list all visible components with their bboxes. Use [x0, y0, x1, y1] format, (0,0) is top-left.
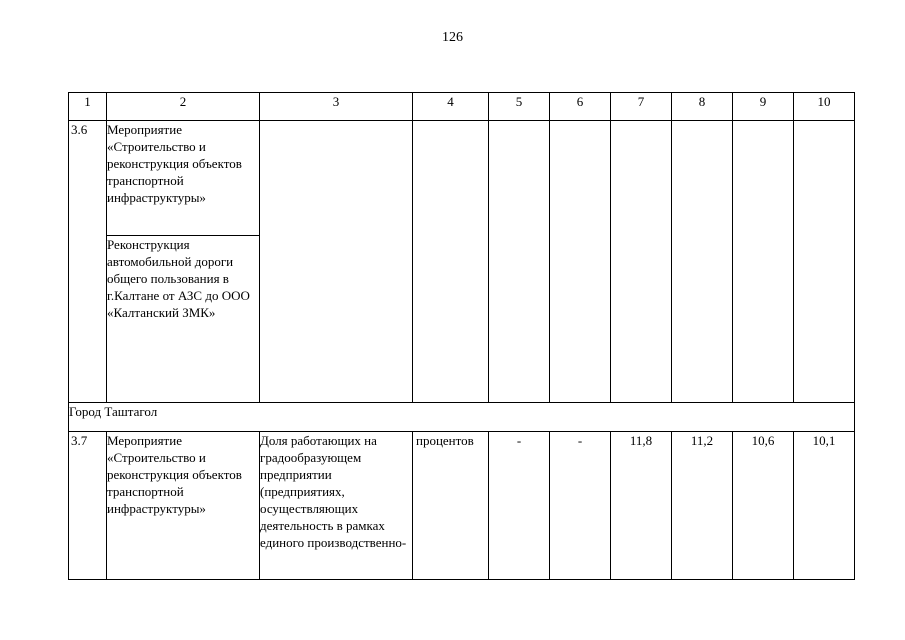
row-number: 3.7	[69, 432, 107, 580]
unit-cell: процентов	[413, 432, 489, 580]
value-cell-10: 10,1	[794, 432, 855, 580]
indicator-cell: Доля работающих на градообразующем предприятии (предприятиях, осуществляющих деятельность в рамках единого производственно-	[260, 432, 413, 580]
indicator-cell	[260, 121, 413, 403]
value-cell-7	[611, 121, 672, 403]
value-cell-7: 11,8	[611, 432, 672, 580]
sub-event-cell: Реконструкция автомобильной дороги общего пользования в г.Калтане от АЗС до ООО «Калтанский ЗМК»	[107, 236, 260, 403]
value-cell-8	[672, 121, 733, 403]
header-cell: 2	[107, 93, 260, 121]
section-row	[69, 403, 855, 432]
document-table	[68, 92, 855, 580]
value-cell-6	[550, 121, 611, 403]
unit-cell	[413, 121, 489, 403]
table-row-3-7	[69, 432, 855, 580]
value-cell-8: 11,2	[672, 432, 733, 580]
value-cell-10	[794, 121, 855, 403]
value-cell-5	[489, 121, 550, 403]
header-cell: 3	[260, 93, 413, 121]
header-cell: 1	[69, 93, 107, 121]
value-cell-6: -	[550, 432, 611, 580]
page-number: 126	[442, 30, 463, 45]
table-row-3-6-event	[69, 121, 855, 236]
section-title: Город Таштагол	[69, 403, 855, 432]
value-cell-5: -	[489, 432, 550, 580]
header-cell: 7	[611, 93, 672, 121]
value-cell-9: 10,6	[733, 432, 794, 580]
header-cell: 8	[672, 93, 733, 121]
header-cell: 10	[794, 93, 855, 121]
event-cell: Мероприятие «Строительство и реконструкция объектов транспортной инфраструктуры»	[107, 432, 260, 580]
header-cell: 5	[489, 93, 550, 121]
value-cell-9	[733, 121, 794, 403]
header-cell: 4	[413, 93, 489, 121]
event-cell: Мероприятие «Строительство и реконструкция объектов транспортной инфраструктуры»	[107, 121, 260, 236]
header-cell: 9	[733, 93, 794, 121]
header-cell: 6	[550, 93, 611, 121]
table-header-row	[69, 93, 855, 121]
row-number: 3.6	[69, 121, 107, 403]
